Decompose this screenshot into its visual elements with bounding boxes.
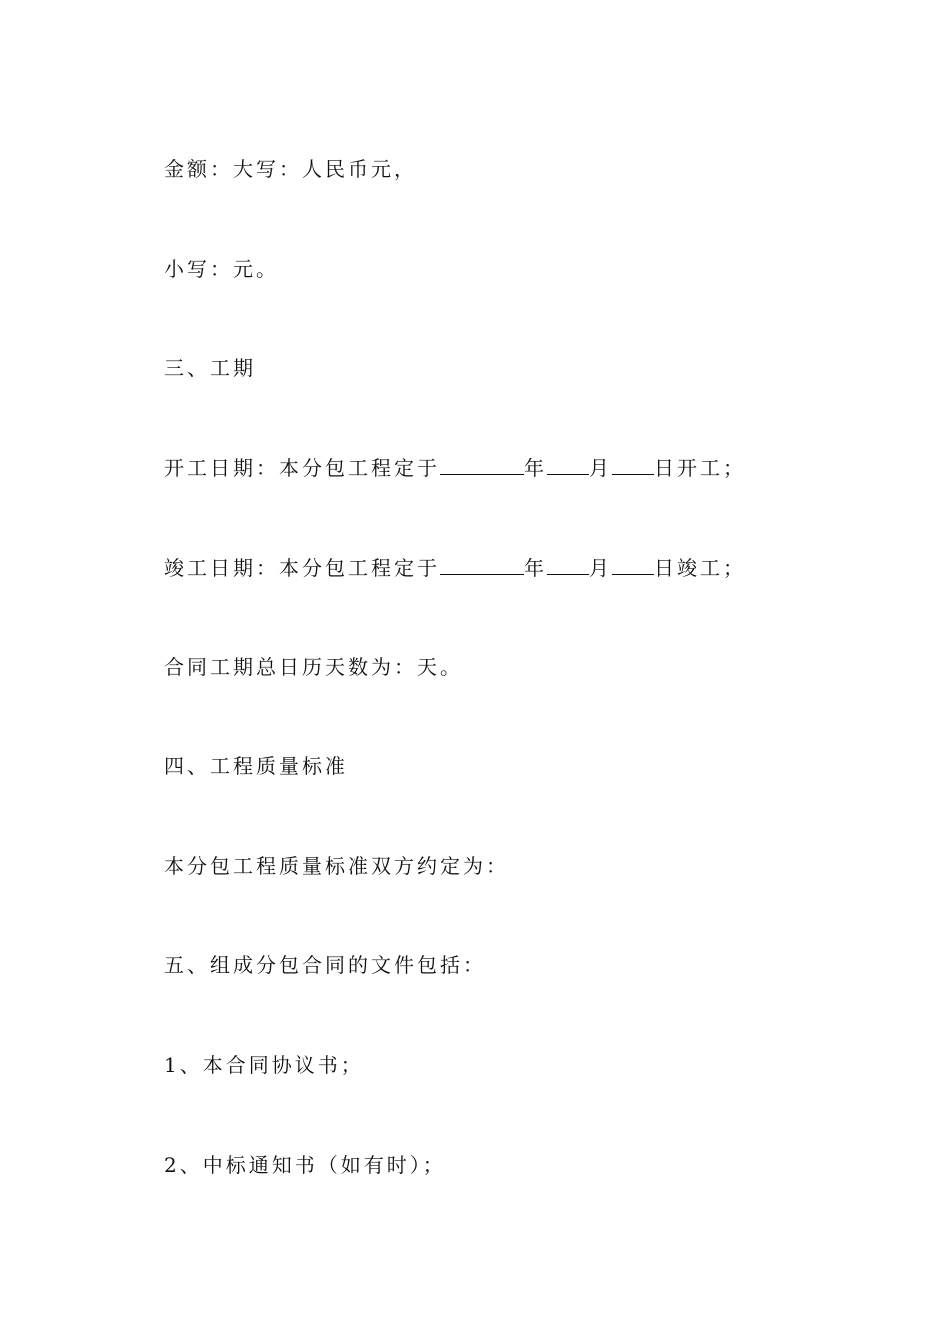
start-month-blank xyxy=(547,456,589,475)
document-item-1: 1、本合同协议书； xyxy=(164,1053,364,1077)
start-date-suffix: 日开工； xyxy=(654,456,746,480)
section-4-heading: 四、工程质量标准 xyxy=(164,754,348,778)
start-date-line xyxy=(164,456,746,480)
year-label: 年 xyxy=(524,456,547,480)
section-5-heading: 五、组成分包合同的文件包括： xyxy=(164,953,486,977)
section-3-heading: 三、工期 xyxy=(164,356,256,380)
completion-date-prefix: 竣工日期：本分包工程定于 xyxy=(164,556,440,580)
start-day-blank xyxy=(612,456,654,475)
completion-month-blank xyxy=(547,556,589,575)
month-label: 月 xyxy=(589,556,612,580)
year-label: 年 xyxy=(524,556,547,580)
amount-uppercase-line: 金额：大写：人民币元， xyxy=(164,157,417,181)
quality-standard-line: 本分包工程质量标准双方约定为： xyxy=(164,854,509,878)
start-year-blank xyxy=(440,456,524,475)
completion-date-line xyxy=(164,556,746,580)
completion-date-suffix: 日竣工； xyxy=(654,556,746,580)
completion-day-blank xyxy=(612,556,654,575)
start-date-prefix: 开工日期：本分包工程定于 xyxy=(164,456,440,480)
amount-lowercase-line: 小写：元。 xyxy=(164,257,279,281)
document-item-2: 2、中标通知书（如有时）； xyxy=(164,1153,446,1177)
total-duration-line: 合同工期总日历天数为：天。 xyxy=(164,655,463,679)
completion-year-blank xyxy=(440,556,524,575)
month-label: 月 xyxy=(589,456,612,480)
